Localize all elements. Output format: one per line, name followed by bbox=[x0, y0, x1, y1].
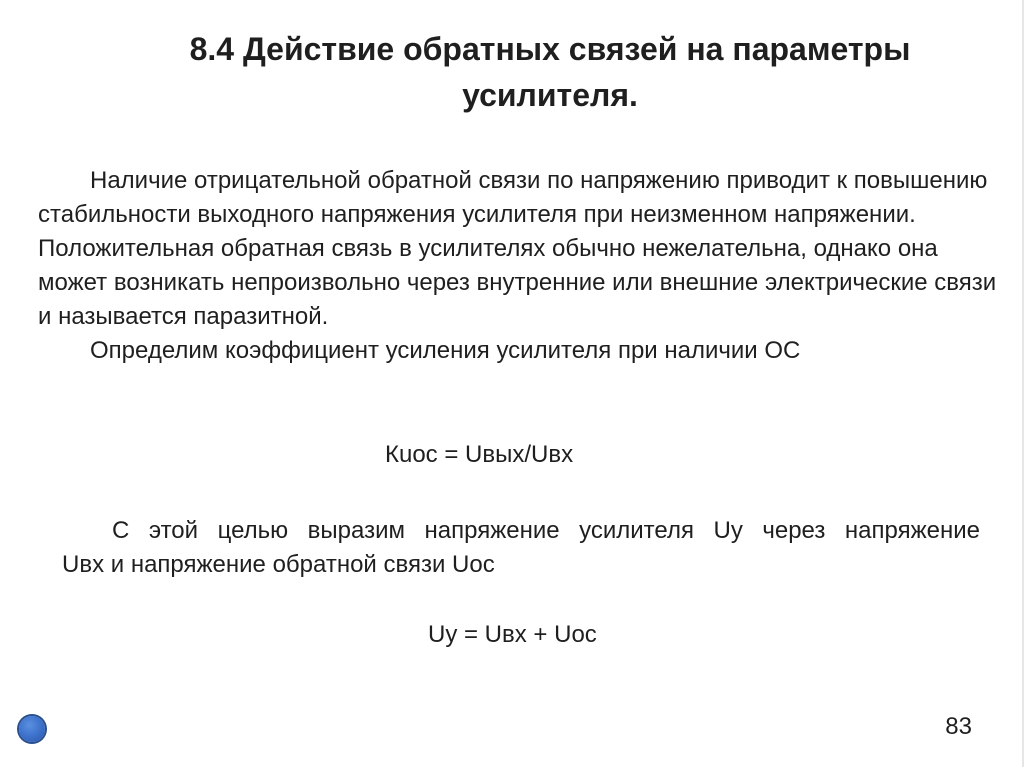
circle-button-icon[interactable] bbox=[19, 716, 45, 742]
paragraph-gain-intro bbox=[38, 334, 998, 368]
slide-title-line-2: усилителя. bbox=[462, 77, 638, 113]
paragraph-negative-feedback-text: Наличие отрицательной обратной связи по напряжению приводит к повышению стабильности выходного напряжения усилителя при неизменном напряжении. Положительная обратная связь в усилителях обычно нежелательна, однако она может возникать непроизвольно через внутренние или внешние электрические связи и называется паразитной. bbox=[38, 167, 997, 330]
page-number: 83 bbox=[945, 713, 972, 740]
formula-gain: Кuос = Uвых/Uвх bbox=[385, 441, 574, 468]
paragraph-express-voltage-line-1: С этой целью выразим напряжение усилителя Uу через напряжение bbox=[112, 517, 980, 544]
paragraph-express-voltage-line-2: Uвх и напряжение обратной связи Uос bbox=[62, 551, 495, 578]
paragraph-gain-intro-text: Определим коэффициент усиления усилителя при наличии ОС bbox=[90, 337, 801, 364]
formula-amplifier-voltage: Uу = Uвх + Uос bbox=[428, 621, 597, 648]
slide-title bbox=[120, 26, 980, 118]
paragraph-negative-feedback bbox=[38, 164, 998, 334]
paragraph-express-voltage bbox=[62, 514, 980, 582]
slide-title-line-1: 8.4 Действие обратных связей на параметры bbox=[189, 31, 911, 67]
slide-body bbox=[38, 164, 998, 368]
